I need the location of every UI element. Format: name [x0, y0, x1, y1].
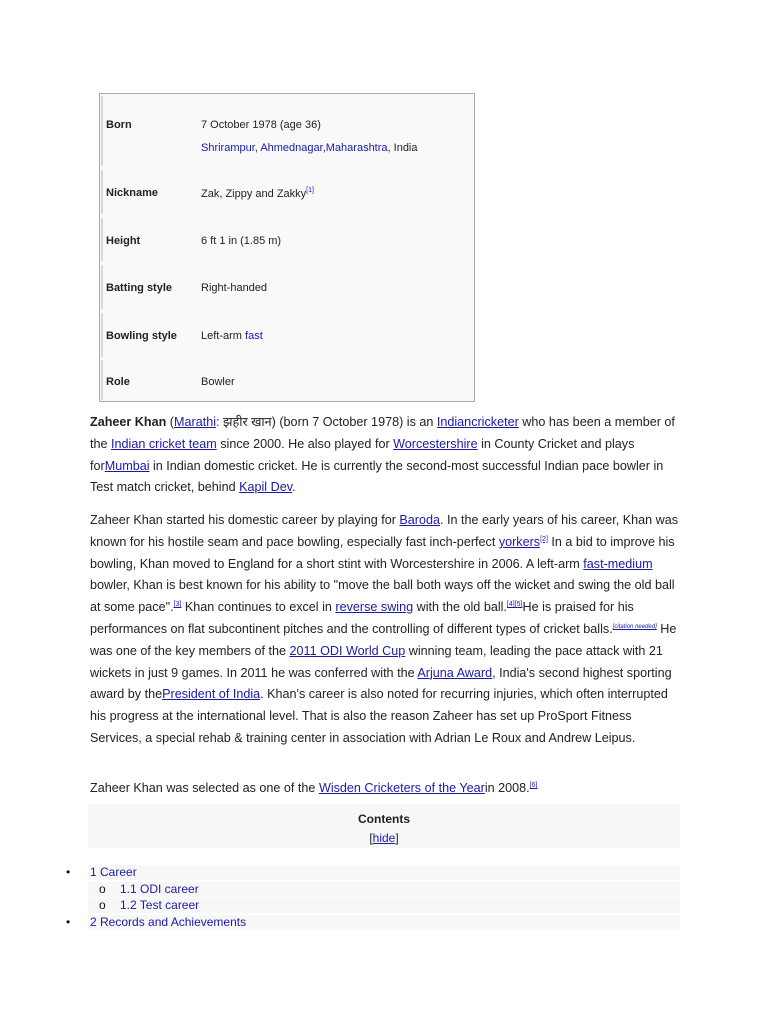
- infobox-value: 6 ft 1 in (1.85 m): [201, 235, 282, 247]
- yorkers-link[interactable]: yorkers: [498, 534, 541, 549]
- kapil-dev-link[interactable]: Kapil Dev: [239, 480, 293, 495]
- reference-link[interactable]: [3]: [173, 601, 182, 609]
- contents-box: [88, 804, 680, 848]
- citation-needed-link[interactable]: [citation needed]: [612, 623, 657, 630]
- infobox-value: Zak, Zippy and Zakky[1]: [201, 187, 314, 200]
- mumbai-link[interactable]: Mumbai: [104, 458, 150, 473]
- infobox-label: Role: [106, 376, 130, 388]
- world-cup-link[interactable]: 2011 ODI World Cup: [289, 643, 406, 658]
- wisden-paragraph: Zaheer Khan was selected as one of the Wisden Cricketers of the Yearin 2008.[6]: [90, 781, 538, 795]
- infobox-label: Bowling style: [106, 330, 177, 342]
- toc-link-odi-career[interactable]: 1.1 ODI career: [120, 882, 199, 896]
- infobox-label: Batting style: [106, 282, 173, 294]
- reference-link[interactable]: [6]: [529, 782, 538, 789]
- wisden-link[interactable]: Wisden Cricketers of the Year: [318, 781, 485, 795]
- intro-paragraph: Zaheer Khan (Marathi: झहीर खान) (born 7 October 1978) is an Indiancricketer who has been a member of the Indian cricket team since 2000. He also played for Worcestershire in County Cricket and plays forMumbai in Indian domestic cricket. He is currently the second-most successful Indian pace bowler in Test match cricket, behind Kapil Dev.: [90, 415, 675, 495]
- infobox-value: Bowler: [201, 376, 235, 388]
- bullet: •: [66, 865, 71, 879]
- infobox-label: Nickname: [106, 187, 158, 199]
- toc-link-records[interactable]: 2 Records and Achievements: [90, 915, 247, 929]
- subject-name: Zaheer Khan: [90, 415, 167, 429]
- bullet: o: [99, 898, 106, 912]
- infobox: [99, 93, 475, 402]
- infobox-row-role: [100, 360, 474, 400]
- bullet: o: [99, 882, 106, 896]
- reference-link[interactable]: [2]: [540, 535, 548, 543]
- toc-link-career[interactable]: 1 Career: [90, 865, 137, 879]
- infobox-row-batting: [100, 265, 474, 309]
- infobox-value: Left-arm fast: [201, 330, 263, 342]
- infobox-label: Born: [106, 119, 132, 131]
- reference-link[interactable]: [1]: [306, 187, 314, 194]
- contents-hide-toggle: [hide]: [369, 831, 399, 845]
- ahmednagar-link[interactable]: Ahmednagar: [260, 142, 323, 154]
- toc-item: [66, 865, 680, 880]
- president-of-india-link[interactable]: President of India: [162, 687, 261, 702]
- infobox-row-height: [100, 218, 474, 261]
- worcestershire-link[interactable]: Worcestershire: [393, 436, 478, 451]
- toc-link-test-career[interactable]: 1.2 Test career: [120, 898, 200, 912]
- infobox-label: Height: [106, 235, 141, 247]
- infobox-value: Right-handed: [201, 282, 268, 294]
- career-paragraph: Zaheer Khan started his domestic career by playing for Baroda. In the early years of his career, Khan was known for his hostile seam and pace bowling, especially fast inch-perfect yorkers[2] In a bid to improve his bowling, Khan moved to England for a short stint with Worcestershire in 2006. A left-arm fast-medium bowler, Khan is best known for his ability to "move the ball both ways off the wicket and swing the old ball at some pace".[3] Khan continues to excel in reverse swing with the old ball.[4][5]He is praised for his performances on flat subcontinent pitches and the controlling of different types of cricket balls.[citation needed] He was one of the key members of the 2011 ODI World Cup winning team, leading the pace attack with 21 wickets in just 9 games. In 2011 he was conferred with the Arjuna Award, India's second highest sporting award by thePresident of India. Khan's career is also noted for recurring injuries, which often interrupted his progress at the international level. That is also the reason Zaheer has set up ProSport Fitness Services, a special rehab & training center in association with Adrian Le Roux and Andrew Leipus.: [90, 513, 679, 745]
- maharashtra-link[interactable]: Maharashtra: [325, 142, 388, 154]
- infobox-value: 7 October 1978 (age 36): [201, 119, 321, 131]
- toc-item: [88, 898, 680, 913]
- shrirampur-link[interactable]: Shrirampur: [201, 142, 255, 154]
- infobox-row-bowling: [100, 313, 474, 357]
- fast-medium-link[interactable]: fast-medium: [583, 556, 653, 571]
- infobox-row-born: [100, 96, 474, 166]
- indian-cricket-team-link[interactable]: Indian cricket team: [111, 436, 217, 451]
- birthplace: Shrirampur, Ahmednagar,Maharashtra, India: [201, 142, 418, 154]
- contents-title: Contents: [358, 812, 410, 826]
- marathi-link[interactable]: Marathi: [174, 415, 216, 429]
- baroda-link[interactable]: Baroda: [399, 513, 441, 527]
- toc-item: [66, 915, 680, 930]
- hide-link[interactable]: hide: [372, 831, 396, 845]
- infobox-row-nickname: [100, 170, 474, 214]
- reference-link[interactable]: [4][5]: [506, 601, 523, 609]
- bullet: •: [66, 915, 71, 929]
- arjuna-award-link[interactable]: Arjuna Award: [417, 665, 493, 680]
- reverse-swing-link[interactable]: reverse swing: [335, 600, 414, 615]
- indiancricketer-link[interactable]: Indiancricketer: [436, 415, 519, 429]
- fast-link[interactable]: fast: [245, 330, 263, 342]
- toc-item: [88, 882, 680, 897]
